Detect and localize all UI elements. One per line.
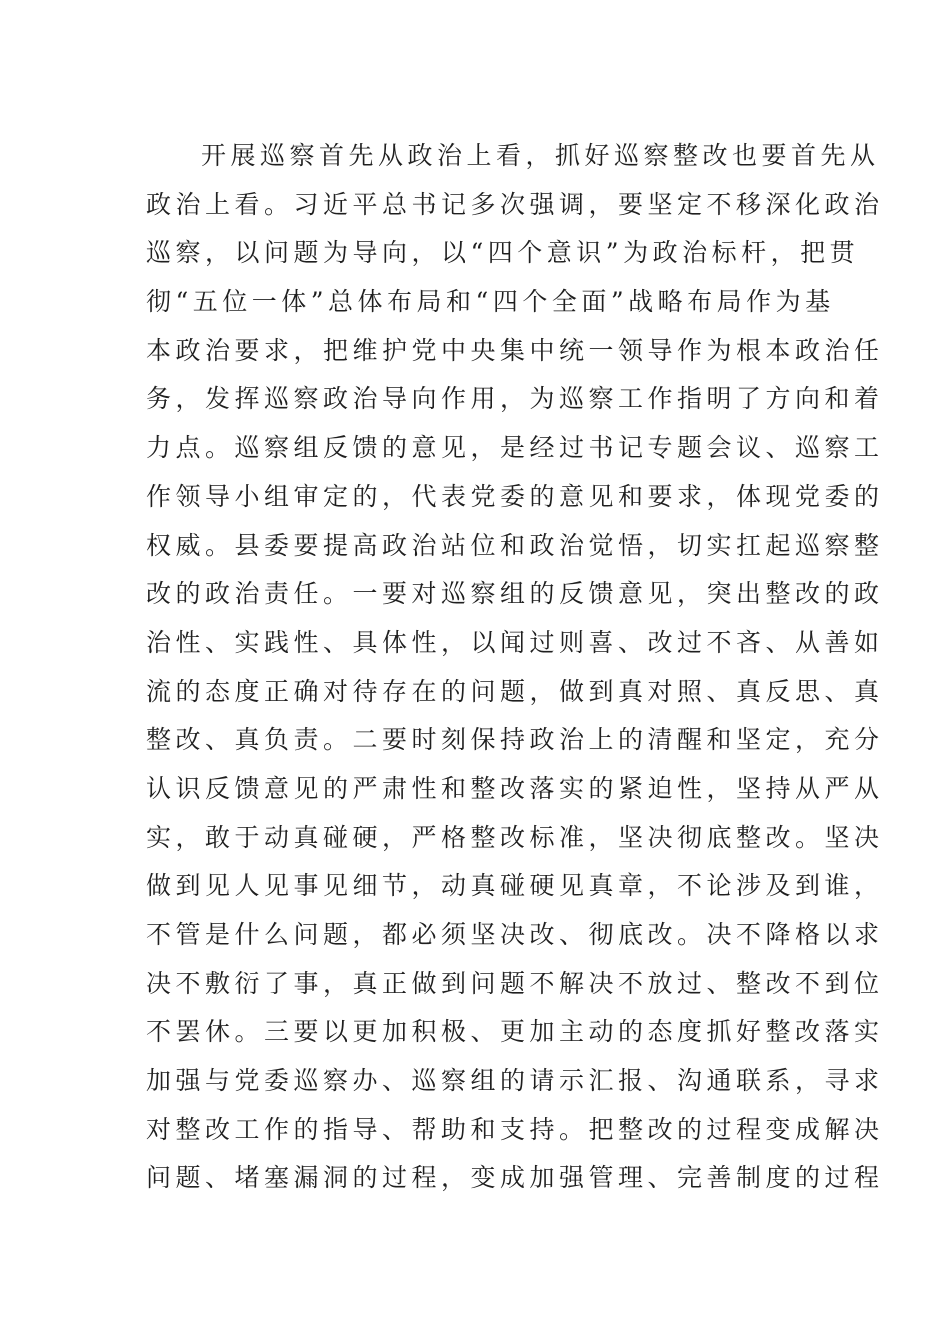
paragraph-line: 治性、实践性、具体性，以闻过则喜、改过不吝、从善如 [146, 627, 884, 657]
paragraph-line: 务，发挥巡察政治导向作用，为巡察工作指明了方向和着 [146, 384, 884, 414]
paragraph-line: 作领导小组审定的，代表党委的意见和要求，体现党委的 [146, 481, 884, 511]
paragraph-line: 本政治要求，把维护党中央集中统一领导作为根本政治任 [146, 335, 884, 365]
paragraph-line: 巡察，以问题为导向，以“四个意识”为政治标杆，把贯 [146, 238, 860, 268]
body-paragraph [146, 132, 884, 1203]
paragraph-line: 政治上看。习近平总书记多次强调，要坚定不移深化政治 [146, 189, 884, 219]
paragraph-line: 做到见人见事见细节，动真碰硬见真章，不论涉及到谁， [146, 871, 884, 901]
paragraph-line: 决不敷衍了事，真正做到问题不解决不放过、整改不到位 [146, 968, 884, 998]
paragraph-line: 整改、真负责。二要时刻保持政治上的清醒和坚定，充分 [146, 725, 884, 755]
paragraph-line: 改的政治责任。一要对巡察组的反馈意见，突出整改的政 [146, 579, 884, 609]
paragraph-line: 认识反馈意见的严肃性和整改落实的紧迫性，坚持从严从 [146, 773, 884, 803]
paragraph-line: 不管是什么问题，都必须坚决改、彻底改。决不降格以求 [146, 920, 884, 949]
paragraph-line: 彻“五位一体”总体布局和“四个全面”战略布局作为基 [146, 287, 835, 317]
paragraph-line: 加强与党委巡察办、巡察组的请示汇报、沟通联系，寻求 [146, 1066, 884, 1096]
paragraph-line: 问题、堵塞漏洞的过程，变成加强管理、完善制度的过程 [146, 1163, 884, 1193]
paragraph-line: 对整改工作的指导、帮助和支持。把整改的过程变成解决 [146, 1114, 884, 1144]
paragraph-line: 力点。巡察组反馈的意见，是经过书记专题会议、巡察工 [146, 433, 884, 463]
paragraph-line: 流的态度正确对待存在的问题，做到真对照、真反思、真 [146, 676, 884, 706]
paragraph-line: 权威。县委要提高政治站位和政治觉悟，切实扛起巡察整 [146, 530, 884, 560]
paragraph-line: 开展巡察首先从政治上看，抓好巡察整改也要首先从 [201, 141, 880, 170]
paragraph-line: 实，敢于动真碰硬，严格整改标准，坚决彻底整改。坚决 [146, 822, 884, 852]
paragraph-line: 不罢休。三要以更加积极、更加主动的态度抓好整改落实 [146, 1017, 884, 1047]
